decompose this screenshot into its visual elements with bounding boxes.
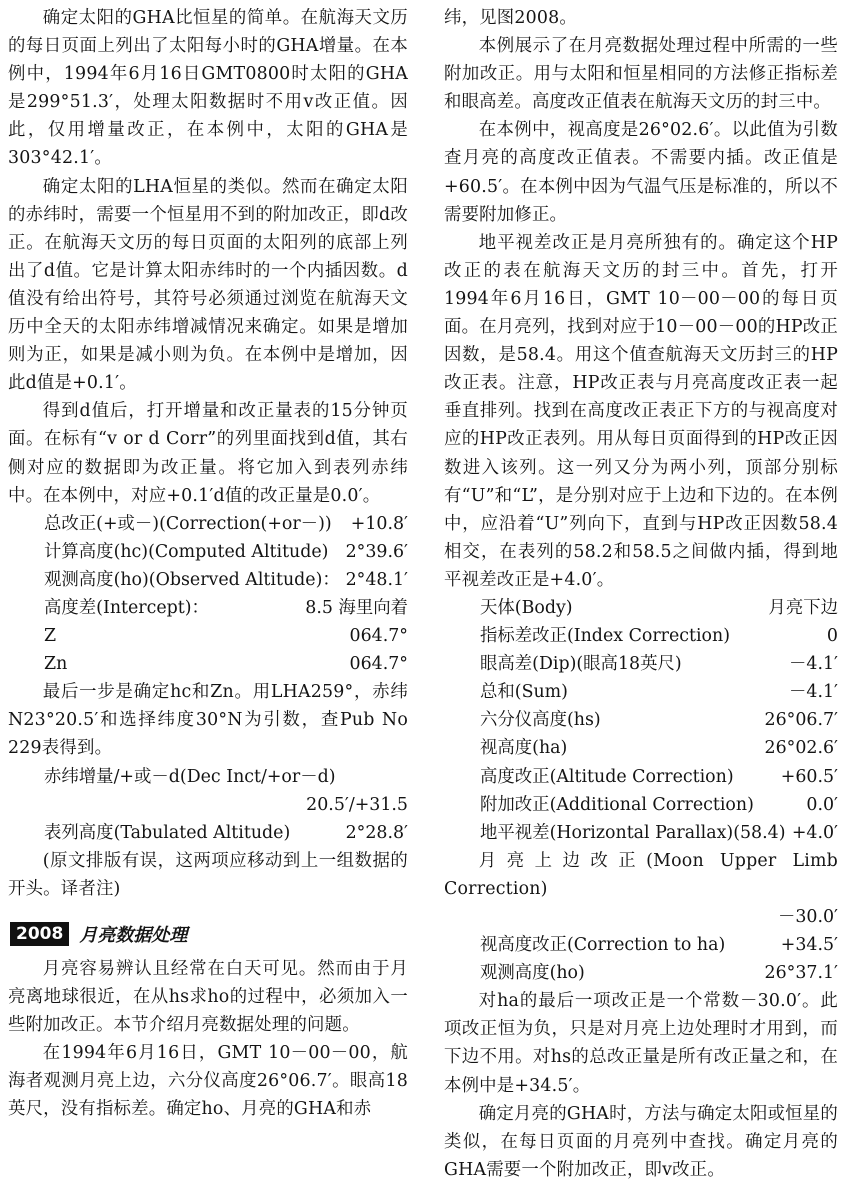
paragraph-sun-lha-declination: 确定太阳的LHA恒星的类似。然而在确定太阳的赤纬时，需要一个恒星用不到的附加改正，即d改正。在航海天文历的每日页面的太阳列的底部上列出了d值。它是计算太阳赤纬时的一个内插因数。d值没有给出符号，其符号必须通过浏览在航海天文历中全天的太阳赤纬增减情况来确定。如果是增加则为正，如果是减小则为负。在本例中是增加，因此d值是+0.1′。 [8,176,408,394]
row-label: 眼高差(Dip)(眼高18英尺) [480,654,682,675]
row-label: 赤纬增量/+或－d(Dec Inct/+or－d) [44,766,336,787]
paragraph-moon-intro: 月亮容易辨认且经常在白天可见。然而由于月亮离地球很近，在从hs求ho的过程中，必须加入一些附加改正。本节介绍月亮数据处理的问题。 [8,959,408,1036]
row-value: 8.5 海里向着 [305,597,408,618]
table-row [444,763,838,791]
row-label: 计算高度(hc)(Computed Altitude) [44,541,329,562]
row-label: 总和(Sum) [480,682,568,703]
table-row [444,903,838,931]
row-label: 六分仪高度(hs) [480,710,601,731]
row-value: 26°02.6′ [764,738,838,759]
moon-upper-limb-label: 月亮上边改正(Moon Upper Limb Correction) [444,850,838,899]
row-label: 天体(Body) [480,597,573,618]
row-label: 表列高度(Tabulated Altitude) [44,822,291,843]
row-value: 2°48.1′ [345,569,408,590]
row-value: 064.7° [349,654,408,675]
row-value: 20.5′/+31.5 [306,794,408,815]
row-value: 26°37.1′ [764,963,838,984]
section-title: 月亮数据处理 [79,925,188,946]
translator-note: (原文排版有误，这两项应移动到上一组数据的开头。译者注) [8,850,408,899]
row-value: －4.1′ [789,654,838,675]
row-label: Zn [44,654,68,675]
table-row [444,819,838,847]
paragraph-final-correction: 对ha的最后一项改正是一个常数－30.0′。此项改正恒为负，只是对月亮上边处理时才用到，而下边不用。对hs的总改正量是所有改正量之和，在本例中是+34.5′。 [444,991,838,1096]
row-value: 2°39.6′ [345,541,408,562]
paragraph-moon-gha: 确定月亮的GHA时，方法与确定太阳或恒星的类似，在每日页面的月亮列中查找。确定月亮的GHA需要一个附加改正，即v改正。 [444,1103,838,1180]
row-value: 0 [826,626,838,647]
table-row [444,931,838,959]
row-value: 26°06.7′ [764,710,838,731]
right-column [444,4,838,1184]
paragraph-moon-example: 在1994年6月16日，GMT 10－00－00，航海者观测月亮上边，六分仪高度26°06.7′。眼高18英尺，没有指标差。确定ho、月亮的GHA和赤 [8,1043,408,1120]
table-row [8,650,408,678]
row-value: 064.7° [349,626,408,647]
table-row [8,594,408,622]
row-label: 地平视差(Horizontal Parallax)(58.4) [480,822,786,843]
row-value: +34.5′ [780,935,838,956]
row-value: +60.5′ [780,766,838,787]
table-row [8,538,408,566]
table-row [444,706,838,734]
computation-table-1 [8,510,408,679]
moon-correction-table [444,594,838,987]
paragraph-hp-correction: 地平视差改正是月亮所独有的。确定这个HP改正的表在航海天文历的封三中。首先，打开1994年6月16日，GMT 10－00－00的每日页面。在月亮列，找到对应于10－00－00的HP改正因数，是58.4。用这个值查航海天文历封三的HP改正表。注意，HP改正表与月亮高度改正表一起垂直排列。找到在高度改正表正下方的与视高度对应的HP改正表列。用从每日页面得到的HP改正因数进入该列。这一列又分为两小列，顶部分别标有“U”和“L”，是分别对应于上边和下边的。在本例中，应沿着“U”列向下，直到与HP改正因数58.4相交，在表列的58.2和58.5之间做内插，得到地平视差改正是+4.0′。 [444,232,838,590]
row-value: +10.8′ [350,513,408,534]
row-label: 观测高度(ho) [480,963,585,984]
row-label: 高度改正(Altitude Correction) [480,766,734,787]
row-label: 视高度改正(Correction to ha) [480,935,726,956]
row-label: 总改正(+或－)(Correction(+or－)) [44,513,332,534]
table-row [444,678,838,706]
row-value: +4.0′ [791,822,838,843]
row-value: 月亮下边 [768,597,838,618]
row-value: 0.0′ [806,794,838,815]
row-label: 指标差改正(Index Correction) [480,626,731,647]
paragraph-d-correction: 得到d值后，打开增量和改正量表的15分钟页面。在标有“v or d Corr”的列里面找到d值，其右侧对应的数据即为改正量。将它加入到表列赤纬中。在本例中，对应+0.1′d值的改正量是0.0′。 [8,401,408,506]
table-row [8,791,408,819]
row-value: －4.1′ [789,682,838,703]
row-value: 2°28.8′ [345,822,408,843]
table-row [444,791,838,819]
paragraph-apparent-altitude: 在本例中，视高度是26°02.6′。以此值为引数查月亮的高度改正值表。不需要内插。改正值是+60.5′。在本例中因为气温气压是标准的，所以不需要附加修正。 [444,120,838,225]
table-row [444,734,838,762]
table-row [444,959,838,987]
left-column [8,4,408,1124]
section-number: 2008 [10,922,69,946]
table-row [444,594,838,622]
table-row [444,622,838,650]
row-label: 高度差(Intercept)： [44,597,209,618]
paragraph-final-step: 最后一步是确定hc和Zn。用LHA259°，赤纬N23°20.5′和选择纬度30°N为引数，查Pub No 229表得到。 [8,682,408,759]
section-heading [8,917,408,951]
row-label: 视高度(ha) [480,738,568,759]
paragraph-continuation: 纬，见图2008。 [444,8,578,28]
table-row [8,510,408,538]
paragraph-extra-corrections: 本例展示了在月亮数据处理过程中所需的一些附加改正。用与太阳和恒星相同的方法修正指标差和眼高差。高度改正值表在航海天文历的封三中。 [444,36,838,113]
table-row [8,763,408,791]
row-label: 附加改正(Additional Correction) [480,794,754,815]
table-row [8,819,408,847]
row-value: －30.0′ [777,907,838,927]
paragraph-sun-gha: 确定太阳的GHA比恒星的简单。在航海天文历的每日页面上列出了太阳每小时的GHA增量。在本例中，1994年6月16日GMT0800时太阳的GHA是299°51.3′，处理太阳数据时不用v改正值。因此，仅用增量改正，在本例中，太阳的GHA是303°42.1′。 [8,8,408,169]
table-row [444,650,838,678]
row-label: Z [44,626,57,647]
table-row [8,566,408,594]
table-row [8,622,408,650]
row-label: 观测高度(ho)(Observed Altitude)： [44,569,340,590]
